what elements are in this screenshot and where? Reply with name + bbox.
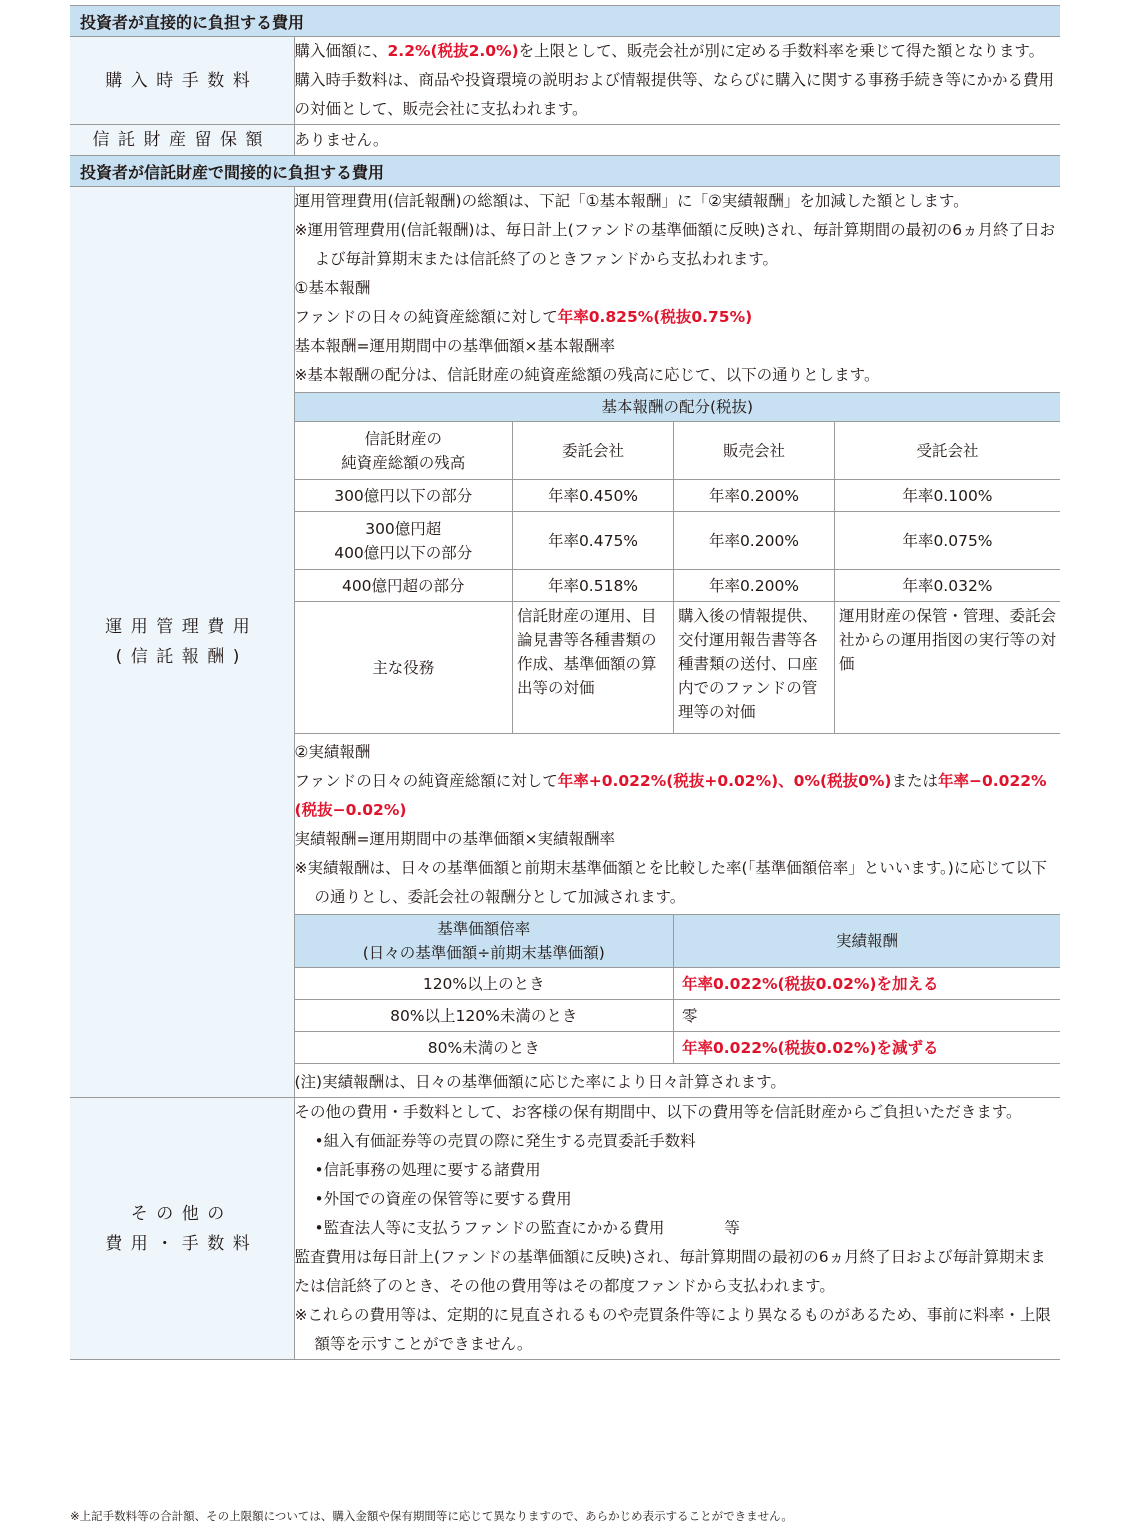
retention-value: ありません。 <box>294 125 1060 156</box>
table-cell: 年率0.022%(税抜0.02%)を加える <box>674 968 1061 1000</box>
table-cell: 年率0.022%(税抜0.02%)を減ずる <box>674 1032 1061 1064</box>
list-item: •組入有価証券等の売買の際に発生する売買委託手数料 <box>314 1132 696 1150</box>
table-cell: 年率0.450% <box>513 480 674 512</box>
table-row <box>295 968 1061 1000</box>
basic-fee-formula: 基本報酬=運用期間中の基準価額×基本報酬率 <box>294 337 615 355</box>
row-other-fees <box>70 1098 1060 1360</box>
performance-fee-title: ②実績報酬 <box>294 743 371 761</box>
table-cell: 年率0.200% <box>674 480 835 512</box>
basic-fee-rate-value: 年率0.825%(税抜0.75%) <box>557 308 753 326</box>
table-cell: 年率0.032% <box>835 570 1061 602</box>
table-row <box>295 1032 1061 1064</box>
table-caption-row <box>295 393 1061 422</box>
table-row-roles <box>295 602 1061 734</box>
management-fee-intro: 運用管理費用(信託報酬)の総額は、下記「①基本報酬」に「②実績報酬」を加減した額とします。 <box>294 192 969 210</box>
row-management-fee <box>70 187 1060 1098</box>
other-fees-note: ※これらの費用等は、定期的に見直されるものや売買条件等により異なるものがあるため、事前に料率・上限額等を示すことができません。 <box>294 1306 1051 1353</box>
text: または <box>891 772 938 790</box>
performance-fee-rate-value: 年率−0.022%(税抜−0.02%) <box>294 772 1047 819</box>
table-cell: 120%以上のとき <box>295 968 674 1000</box>
list-item: •信託事務の処理に要する諸費用 <box>314 1161 541 1179</box>
list-item: •外国での資産の保管等に要する費用 <box>314 1190 572 1208</box>
table-row <box>295 480 1061 512</box>
purchase-fee-label: 購入時手数料 <box>70 37 294 125</box>
section-header-direct <box>70 6 1060 37</box>
fee-table <box>70 5 1060 1360</box>
text: (日々の基準価額÷前期末基準価額) <box>362 944 605 962</box>
table-header-row <box>295 422 1061 480</box>
purchase-fee-text-2: 購入時手数料は、商品や投資環境の説明および情報提供等、ならびに購入に関する事務手続き等にかかる費用の対価として、販売会社に支払われます。 <box>294 71 1055 118</box>
table-cell: 年率0.200% <box>674 512 835 570</box>
text: •監査法人等に支払うファンドの監査にかかる費用 <box>314 1219 665 1237</box>
table-header-row <box>295 915 1061 968</box>
table-cell: 年率0.475% <box>513 512 674 570</box>
performance-fee-footnote: (注)実績報酬は、日々の基準価額に応じた率により日々計算されます。 <box>294 1073 786 1091</box>
purchase-fee-text-1 <box>295 37 1061 66</box>
purchase-fee-value <box>294 37 1060 125</box>
role-cell: 運用財産の保管・管理、委託会社からの運用指図の実行等の対価 <box>835 602 1061 734</box>
label-line: 運用管理費用 <box>105 617 259 637</box>
column-header <box>295 422 513 480</box>
row-label <box>295 512 513 570</box>
role-cell: 信託財産の運用、目論見書等各種書類の作成、基準価額の算出等の対価 <box>513 602 674 734</box>
text: 300億円超 <box>365 519 442 538</box>
text: 等 <box>724 1219 740 1237</box>
performance-fee-table <box>295 914 1061 1064</box>
basic-fee-note: ※基本報酬の配分は、信託財産の純資産総額の残高に応じて、以下の通りとします。 <box>294 366 880 384</box>
text: を上限として、販売会社が別に定める手数料率を乗じて得た額となります。 <box>518 42 1045 60</box>
other-fees-label <box>70 1098 294 1360</box>
column-header <box>295 915 674 968</box>
basic-fee-allocation-table <box>295 392 1061 734</box>
section-title: 投資者が直接的に負担する費用 <box>70 6 1060 37</box>
label-line: 費用・手数料 <box>105 1233 259 1254</box>
row-label: 主な役務 <box>295 602 513 734</box>
performance-fee-rate <box>295 767 1061 825</box>
role-cell: 購入後の情報提供、交付運用報告書等各種書類の送付、口座内でのファンドの管理等の対価 <box>674 602 835 734</box>
text: ファンドの日々の純資産総額に対して <box>294 308 558 326</box>
basic-fee-rate <box>295 303 1061 332</box>
retention-label: 信託財産留保額 <box>70 125 294 156</box>
text: 購入価額に、 <box>294 42 388 60</box>
management-fee-note: ※運用管理費用(信託報酬)は、毎日計上(ファンドの基準価額に反映)され、毎計算期間の最初の6ヵ月終了日および毎計算期末または信託終了のときファンドから支払われます。 <box>294 221 1056 268</box>
table-row <box>295 512 1061 570</box>
other-fees-intro: その他の費用・手数料として、お客様の保有期間中、以下の費用等を信託財産からご負担いただきます。 <box>294 1103 1022 1121</box>
column-header: 受託会社 <box>835 422 1061 480</box>
performance-fee-formula: 実績報酬=運用期間中の基準価額×実績報酬率 <box>294 830 615 848</box>
text: 400億円以下の部分 <box>334 543 473 562</box>
table-cell: 年率0.518% <box>513 570 674 602</box>
performance-fee-rate-value: 年率+0.022%(税抜+0.02%)、0%(税抜0%) <box>557 772 892 790</box>
table-cell: 80%未満のとき <box>295 1032 674 1064</box>
label-line: その他の <box>130 1203 233 1224</box>
section-header-indirect <box>70 156 1060 187</box>
performance-fee-note: ※実績報酬は、日々の基準価額と前期末基準価額とを比較した率(「基準価額倍率」といいます。)に応じて以下の通りとし、委託会社の報酬分として加減されます。 <box>294 859 1047 906</box>
purchase-fee-max-rate: 2.2%(税抜2.0%) <box>387 42 519 60</box>
table-cell: 年率0.100% <box>835 480 1061 512</box>
management-fee-value <box>294 187 1060 1098</box>
table-row <box>295 1000 1061 1032</box>
column-header: 販売会社 <box>674 422 835 480</box>
column-header: 委託会社 <box>513 422 674 480</box>
table-cell: 年率0.200% <box>674 570 835 602</box>
text: 純資産総額の残高 <box>341 453 466 472</box>
other-fees-value <box>294 1098 1060 1360</box>
table-caption: 基本報酬の配分(税抜) <box>295 393 1061 422</box>
row-retention <box>70 125 1060 156</box>
audit-fee-note: 監査費用は毎日計上(ファンドの基準価額に反映)され、毎計算期間の最初の6ヵ月終了日および毎計算期末または信託終了のとき、その他の費用等はその都度ファンドから支払われます。 <box>294 1248 1046 1295</box>
label-line: (信託報酬) <box>115 647 248 667</box>
column-header: 実績報酬 <box>674 915 1061 968</box>
section-title: 投資者が信託財産で間接的に負担する費用 <box>70 156 1060 187</box>
row-label: 300億円以下の部分 <box>295 480 513 512</box>
fee-sheet <box>70 5 1060 1360</box>
table-row <box>295 570 1061 602</box>
management-fee-label <box>70 187 294 1098</box>
row-purchase-fee <box>70 37 1060 125</box>
text: 信託財産の <box>364 429 442 448</box>
table-cell: 80%以上120%未満のとき <box>295 1000 674 1032</box>
list-item <box>295 1214 1061 1243</box>
table-cell: 零 <box>674 1000 1061 1032</box>
text: 基準価額倍率 <box>437 920 531 938</box>
text: ファンドの日々の純資産総額に対して <box>294 772 558 790</box>
basic-fee-title: ①基本報酬 <box>294 279 371 297</box>
page-footnote: ※上記手数料等の合計額、その上限額については、購入金額や保有期間等に応じて異なりますので、あらかじめ表示することができません。 <box>70 1509 793 1523</box>
row-label: 400億円超の部分 <box>295 570 513 602</box>
table-cell: 年率0.075% <box>835 512 1061 570</box>
